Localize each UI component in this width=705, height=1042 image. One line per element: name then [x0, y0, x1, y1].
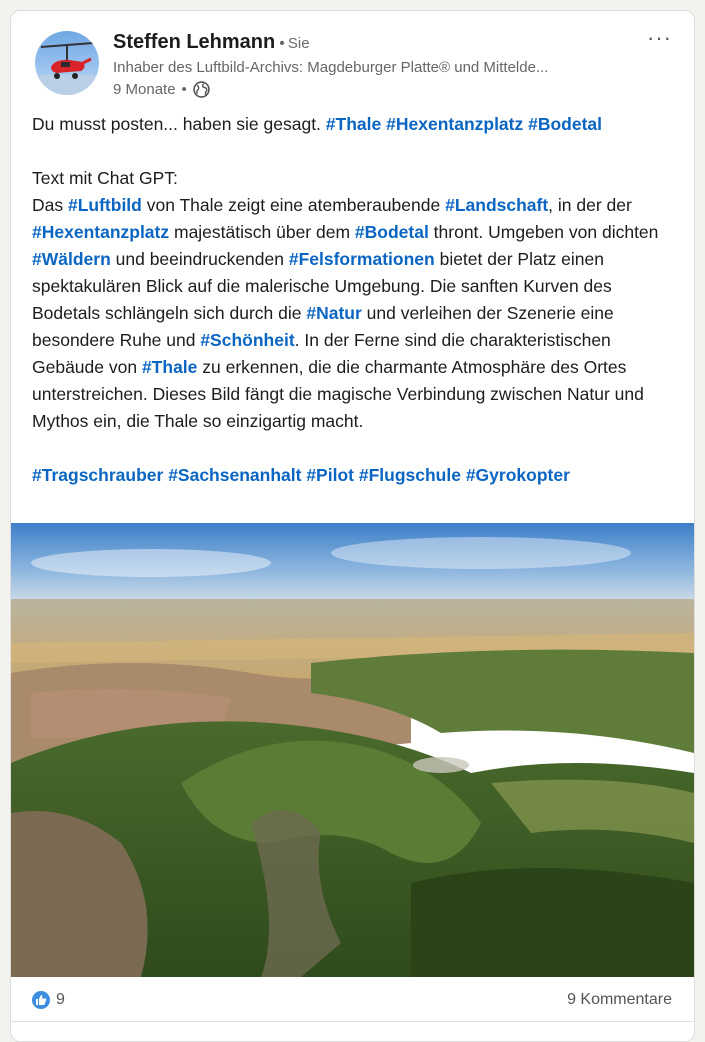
- body-text: . In der Ferne sind die charakteristischen Gebäude von: [32, 330, 611, 377]
- post-footer-hashtags: [32, 462, 682, 489]
- hashtag-link[interactable]: #Flugschule: [358, 465, 461, 485]
- post-header: [11, 11, 694, 111]
- hashtag-link[interactable]: #Thale: [141, 357, 198, 377]
- you-label: Sie: [287, 35, 310, 52]
- body-text: bietet der Platz einen spektakulären Blick auf die malerische Umgebung. Die sanften Kurven des Bodetals schlängeln sich durch die: [32, 249, 612, 323]
- post-text: [32, 111, 682, 489]
- hashtag-link[interactable]: #Tragschrauber: [32, 465, 164, 485]
- separator: •: [279, 35, 285, 52]
- hashtag-link[interactable]: #Pilot: [306, 465, 354, 485]
- author-avatar[interactable]: [35, 31, 99, 95]
- body-text: Das: [32, 195, 68, 215]
- hashtag-link[interactable]: #Felsformationen: [288, 249, 435, 269]
- hashtag-link[interactable]: #Natur: [306, 303, 362, 323]
- hashtag-link[interactable]: #Hexentanzplatz: [32, 222, 170, 242]
- body-text: und verleihen der Szenerie eine besondere Ruhe und: [32, 303, 614, 350]
- body-text: , in der der: [548, 195, 632, 215]
- post-time: 9 Monate: [113, 81, 176, 98]
- post-intro: Text mit Chat GPT:: [32, 168, 178, 188]
- hashtag-link[interactable]: #Sachsenanhalt: [168, 465, 302, 485]
- hashtag-link[interactable]: #Wäldern: [32, 249, 111, 269]
- body-text: zu erkennen, die die charmante Atmosphäre des Ortes unterstreichen. Dieses Bild fängt die magische Verbindung zwischen Natur und Mythos ein, die Thale so einzigartig macht.: [32, 357, 644, 431]
- post-card: [10, 10, 695, 1042]
- post-meta: [113, 81, 210, 98]
- post-image[interactable]: [11, 523, 694, 977]
- author-subtitle: Inhaber des Luftbild-Archivs: Magdeburger Platte® und Mittelde...: [113, 59, 549, 76]
- first-line-text: Du musst posten... haben sie gesagt.: [32, 114, 326, 134]
- author-line: [113, 31, 310, 54]
- first-line-hashtags: [326, 114, 602, 134]
- reactions[interactable]: [32, 991, 65, 1009]
- body-text: und beeindruckenden: [110, 249, 289, 269]
- hashtag-link[interactable]: #Bodetal: [354, 222, 429, 242]
- hashtag-link[interactable]: #Schönheit: [200, 330, 295, 350]
- post-first-line: [32, 111, 682, 138]
- globe-icon: [193, 81, 210, 98]
- body-text: majestätisch über dem: [169, 222, 355, 242]
- hashtag-link[interactable]: #Gyrokopter: [465, 465, 570, 485]
- more-dots-icon[interactable]: ···: [647, 25, 672, 50]
- meta-dot: •: [181, 81, 187, 98]
- body-text: thront. Umgeben von dichten: [428, 222, 659, 242]
- hashtag-link[interactable]: #Bodetal: [528, 114, 603, 134]
- body-text: von Thale zeigt eine atemberaubende: [141, 195, 446, 215]
- hashtag-link[interactable]: #Luftbild: [67, 195, 142, 215]
- hashtag-link[interactable]: #Landschaft: [445, 195, 549, 215]
- hashtag-link[interactable]: #Hexentanzplatz: [386, 114, 524, 134]
- comments-count[interactable]: 9 Kommentare: [567, 991, 672, 1008]
- reaction-count: 9: [56, 991, 65, 1008]
- author-name[interactable]: Steffen Lehmann: [113, 31, 276, 53]
- hashtag-link[interactable]: #Thale: [325, 114, 382, 134]
- like-icon: [32, 991, 50, 1009]
- gyrocopter-icon: [35, 31, 99, 95]
- aerial-landscape-image: [11, 523, 694, 977]
- post-body: [32, 192, 682, 435]
- post-stats: [11, 977, 694, 1022]
